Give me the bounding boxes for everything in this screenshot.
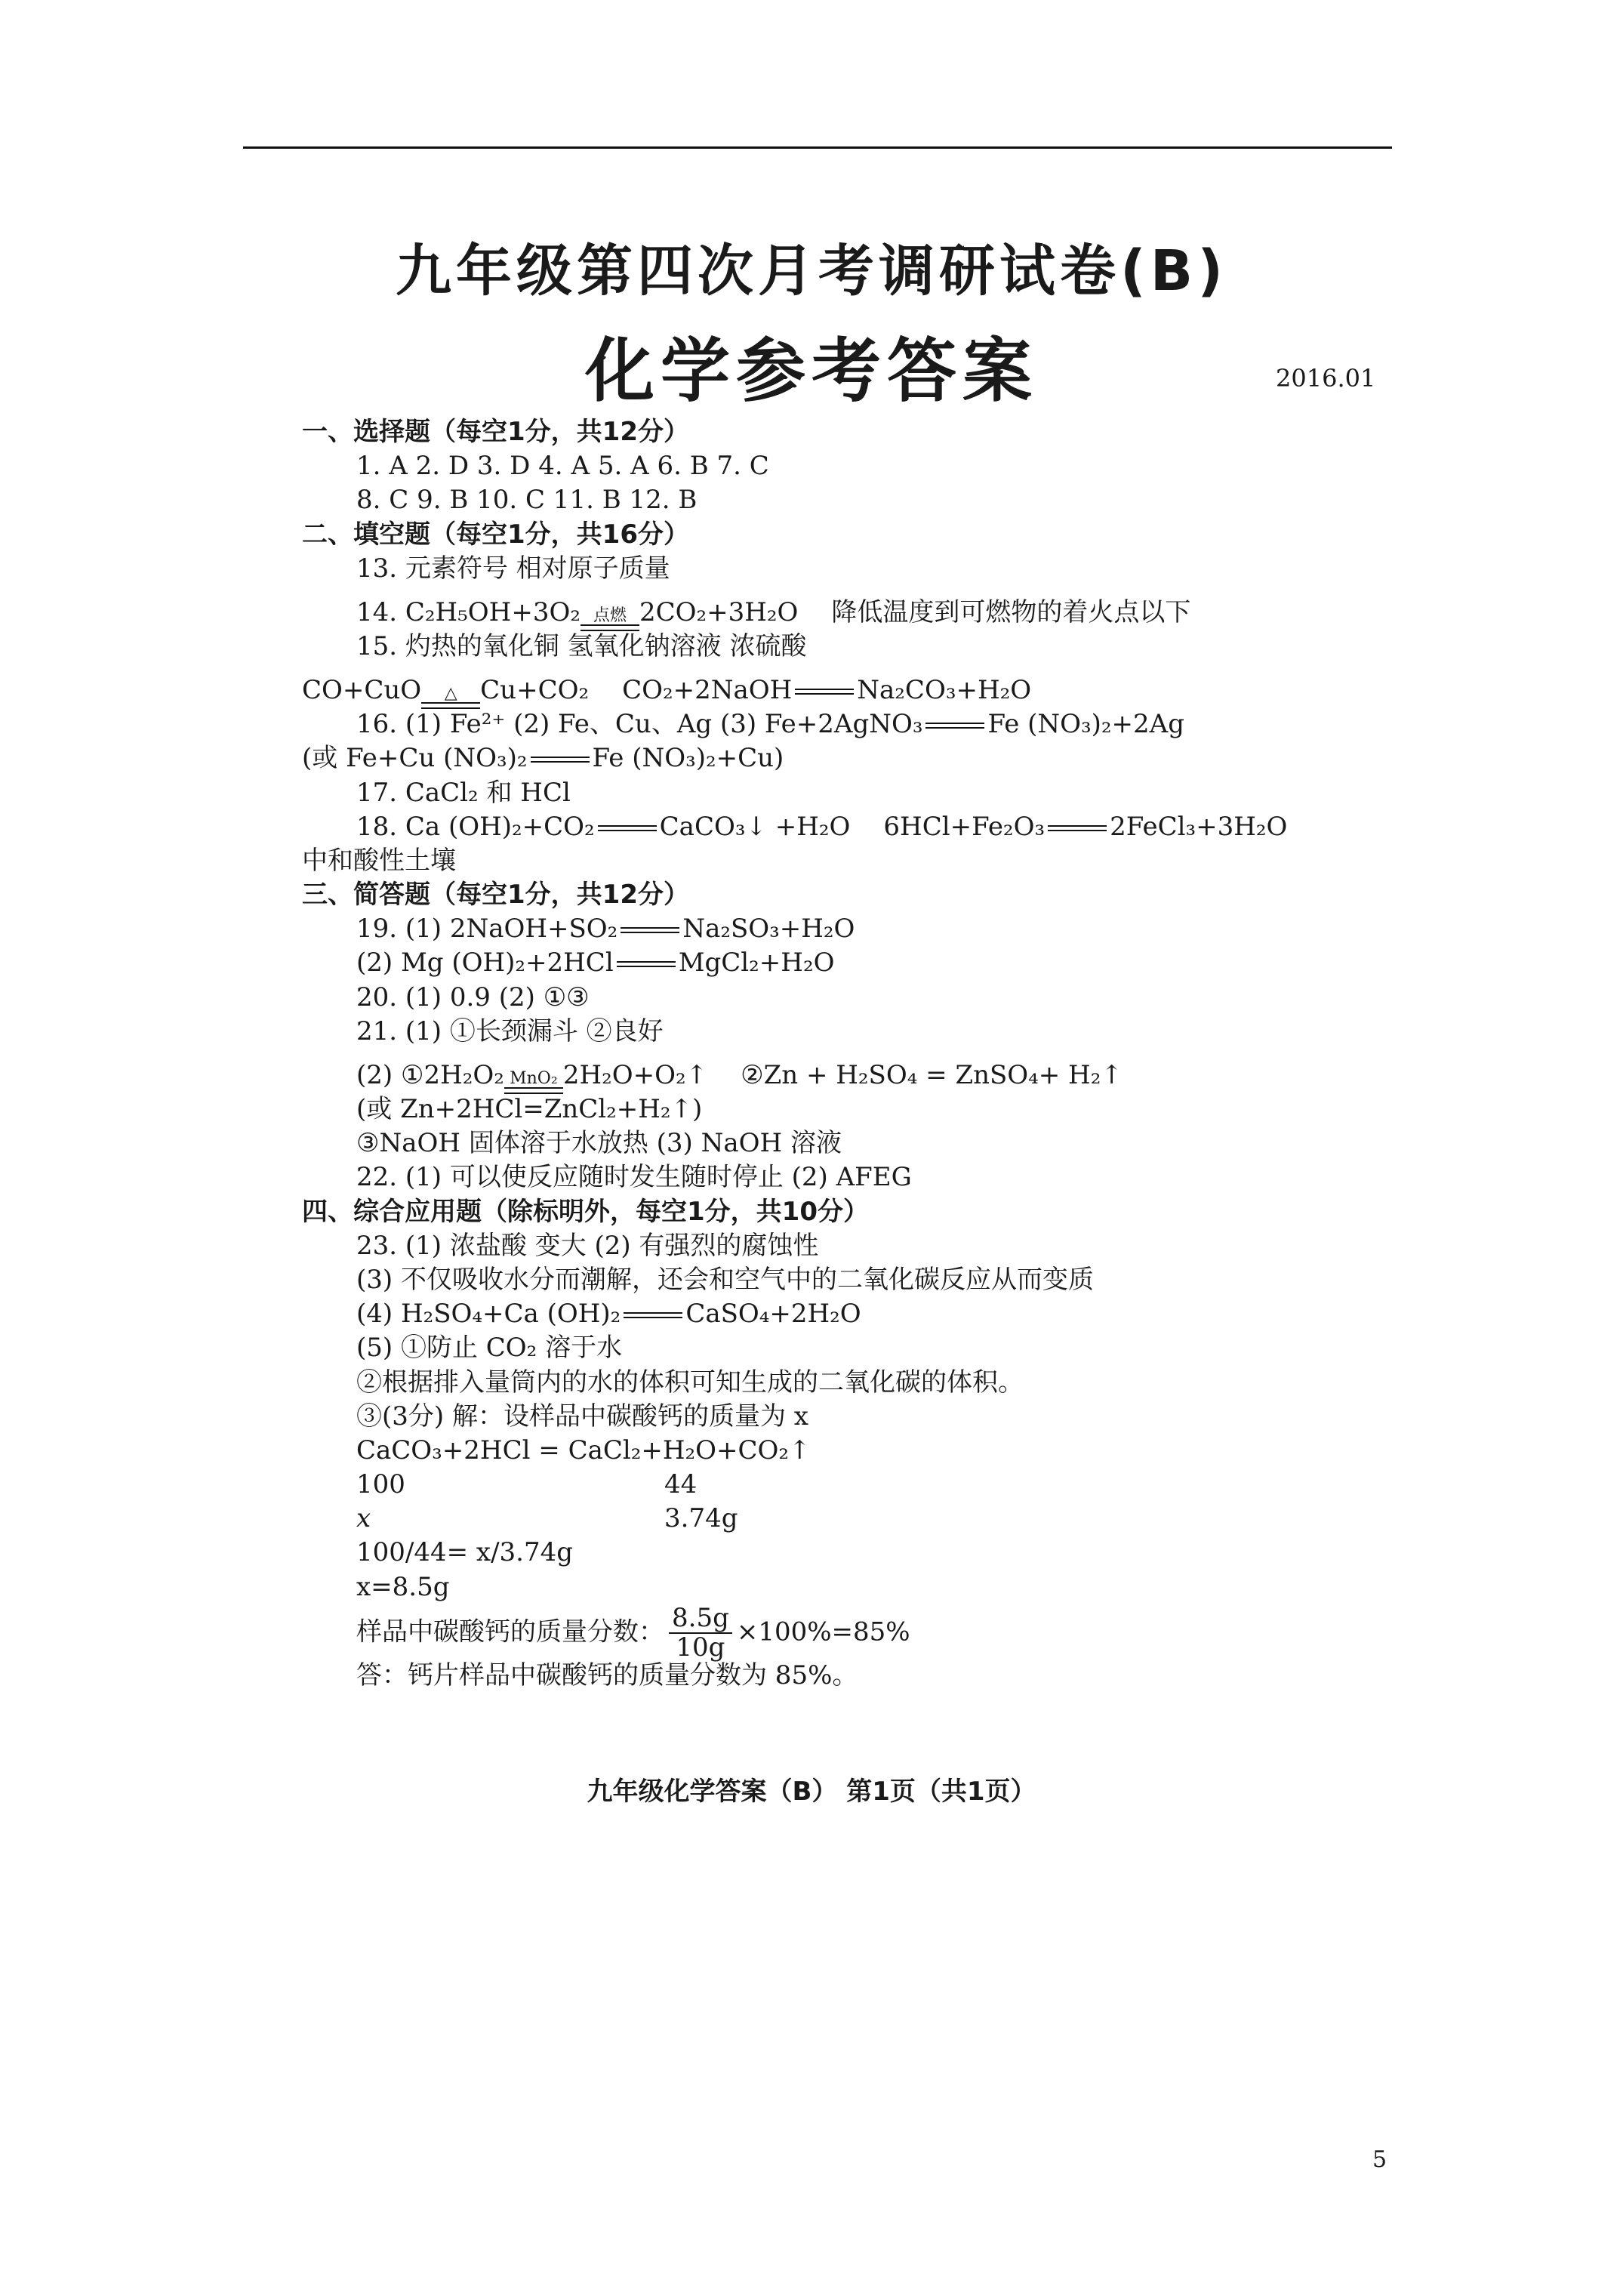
equals-sign — [531, 757, 590, 763]
calc-m2: 44 — [664, 1469, 698, 1500]
q17: 17. CaCl₂ 和 HCl — [356, 777, 571, 808]
q23-4-lhs: (4) H₂SO₄+Ca (OH)₂ — [356, 1299, 621, 1330]
calc-x: x — [356, 1503, 371, 1534]
q21-1: 21. (1) ①长颈漏斗 ②良好 — [356, 1015, 664, 1046]
calc-values — [302, 1502, 1434, 1536]
q15-eq1-rhs: Cu+CO₂ — [480, 675, 590, 706]
page-title: 九年级第四次月考调研试卷(B) — [395, 239, 1228, 304]
q19-2-rhs: MgCl₂+H₂O — [678, 948, 835, 978]
frac-label: 样品中碳酸钙的质量分数： — [356, 1616, 664, 1647]
q23-1: 23. (1) 浓盐酸 变大 (2) 有强烈的腐蚀性 — [356, 1230, 819, 1261]
q14 — [302, 586, 1434, 630]
q18-eq2-lhs: 6HCl+Fe₂O₃ — [883, 811, 1046, 842]
q18-eq2-rhs: 2FeCl₃+3H₂O — [1110, 811, 1288, 842]
q15-eq2-rhs: Na₂CO₃+H₂O — [857, 675, 1032, 706]
q19-2-lhs: (2) Mg (OH)₂+2HCl — [356, 948, 614, 978]
q23-4-rhs: CaSO₄+2H₂O — [685, 1299, 861, 1330]
page-subtitle: 化学参考答案 — [584, 331, 1038, 411]
equals-sign — [598, 825, 657, 831]
q15-eq2-lhs: CO₂+2NaOH — [622, 675, 793, 706]
page-number: 5 — [1372, 2147, 1387, 2173]
q23-5c: ③(3分) 解：设样品中碳酸钙的质量为 x — [356, 1401, 808, 1432]
q16-b-lhs: (或 Fe+Cu (NO₃)₂ — [302, 743, 528, 774]
q18-rhs: CaCO₃↓ +H₂O — [659, 811, 851, 842]
calc-equation: CaCO₃+2HCl = CaCl₂+H₂O+CO₂↑ — [356, 1435, 811, 1465]
q18 — [302, 810, 1434, 844]
condition-text: MnO₂ — [510, 1069, 558, 1088]
q16-a: 16. (1) Fe²⁺ (2) Fe、Cu、Ag (3) Fe+2AgNO₃ — [356, 709, 923, 740]
reaction-condition — [581, 608, 639, 639]
q19-1 — [302, 912, 1434, 946]
equals-sign — [1048, 825, 1107, 831]
calc-ratio: 100/44= x/3.74g — [356, 1537, 574, 1568]
q20: 20. (1) 0.9 (2) ①③ — [356, 982, 590, 1012]
date: 2016.01 — [1276, 364, 1376, 393]
q23-4 — [302, 1297, 1434, 1331]
q21-2 — [302, 1049, 1434, 1093]
condition-text: △ — [444, 684, 457, 704]
q22: 22. (1) 可以使反应随时发生随时停止 (2) AFEG — [356, 1162, 912, 1193]
q19-2 — [302, 946, 1434, 980]
q16-alt — [302, 741, 1434, 775]
reaction-condition — [504, 1071, 563, 1102]
equals-sign — [925, 723, 984, 729]
mc-row-2: 8. C 9. B 10. C 11. B 12. B — [356, 485, 698, 516]
fraction — [669, 1604, 732, 1663]
q23-5: (5) ①防止 CO₂ 溶于水 — [356, 1333, 623, 1364]
mc-row-1: 1. A 2. D 3. D 4. A 5. A 6. B 7. C — [356, 451, 769, 482]
q18-answer: 中和酸性土壤 — [302, 845, 456, 876]
calc-masses — [302, 1468, 1434, 1502]
q19-1-lhs: 19. (1) 2NaOH+SO₂ — [356, 914, 618, 945]
q14-rhs: 2CO₂+3H₂O — [639, 596, 799, 627]
q21-2-b: ②Zn + H₂SO₄ = ZnSO₄+ H₂↑ — [741, 1060, 1123, 1090]
q23-5b: ②根据排入量筒内的水的体积可知生成的二氧化碳的体积。 — [356, 1367, 1024, 1398]
answer-content — [302, 415, 1434, 1693]
q23-3: (3) 不仅吸收水分而潮解，还会和空气中的二氧化碳反应从而变质 — [356, 1264, 1094, 1295]
frac-denominator: 10g — [676, 1632, 725, 1663]
frac-tail: ×100%=85% — [736, 1616, 910, 1647]
q18-lhs: 18. Ca (OH)₂+CO₂ — [356, 811, 595, 842]
q21-3: ③NaOH 固体溶于水放热 (3) NaOH 溶液 — [356, 1128, 842, 1159]
q14-lhs: 14. C₂H₅OH+3O₂ — [356, 596, 581, 627]
q13: 13. 元素符号 相对原子质量 — [356, 553, 670, 584]
q16-b-rhs: Fe (NO₃)₂+Cu) — [592, 743, 784, 774]
calc-result: x=8.5g — [356, 1571, 450, 1602]
page-footer: 九年级化学答案（B） 第1页（共1页） — [587, 1777, 1036, 1807]
frac-numerator: 8.5g — [669, 1604, 732, 1634]
top-rule — [243, 146, 1392, 149]
q21-2-rhs: 2H₂O+O₂↑ — [562, 1060, 708, 1090]
q19-1-rhs: Na₂SO₃+H₂O — [682, 914, 855, 945]
q14-answer: 降低温度到可燃物的着火点以下 — [831, 596, 1191, 627]
mass-fraction — [302, 1602, 1434, 1663]
equals-sign — [795, 689, 854, 695]
q15: 15. 灼热的氧化铜 氢氧化钠溶液 浓硫酸 — [356, 630, 807, 661]
q16-a-rhs: Fe (NO₃)₂+2Ag — [987, 709, 1184, 740]
equals-sign — [621, 927, 679, 933]
calc-v: 3.74g — [664, 1503, 738, 1534]
calc-m1: 100 — [356, 1469, 405, 1500]
reaction-condition — [421, 686, 480, 717]
q21-2-lhs: (2) ①2H₂O₂ — [356, 1060, 504, 1090]
final-answer: 答：钙片样品中碳酸钙的质量分数为 85%。 — [356, 1660, 858, 1690]
section-heading-3: 三、简答题（每空1分，共12分） — [302, 880, 689, 911]
q15-equations — [302, 664, 1434, 707]
section-heading-1: 一、选择题（每空1分，共12分） — [302, 417, 689, 447]
condition-text: 点燃 — [593, 606, 627, 625]
equals-sign — [617, 961, 676, 967]
q21-2-alt: (或 Zn+2HCl=ZnCl₂+H₂↑) — [356, 1094, 703, 1124]
equals-sign — [624, 1312, 682, 1318]
q15-eq1-lhs: CO+CuO — [302, 675, 422, 706]
section-heading-4: 四、综合应用题（除标明外，每空1分，共10分） — [302, 1196, 869, 1227]
section-heading-2: 二、填空题（每空1分，共16分） — [302, 519, 689, 550]
